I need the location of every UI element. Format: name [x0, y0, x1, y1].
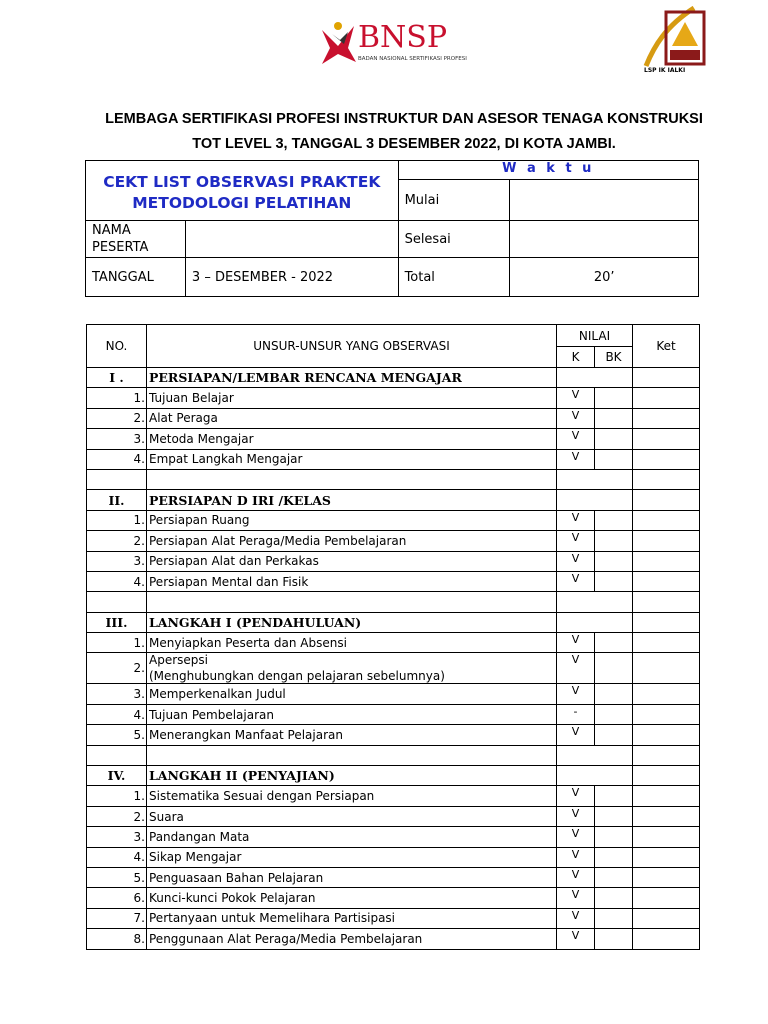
table-row [87, 704, 700, 724]
header-line-2: TOT LEVEL 3, TANGGAL 3 DESEMBER 2022, DI KOTA JAMBI. [192, 136, 616, 152]
item-label: Menerangkan Manfaat Pelajaran [149, 727, 343, 742]
item-ket-value[interactable] [633, 653, 700, 684]
item-number: 3. [87, 551, 147, 571]
spacer-cell [147, 592, 557, 612]
item-text [147, 827, 557, 847]
item-bk-value[interactable] [595, 633, 633, 653]
item-bk-value[interactable] [595, 888, 633, 908]
item-number: 2. [87, 408, 147, 428]
spacer-row [87, 469, 700, 489]
item-label: Tujuan Belajar [149, 391, 234, 406]
item-bk-value[interactable] [595, 449, 633, 469]
item-ket-value[interactable] [633, 908, 700, 928]
item-k-value[interactable]: V [557, 725, 595, 745]
table-row [87, 633, 700, 653]
item-number: 2. [87, 531, 147, 551]
table-row [87, 551, 700, 571]
item-ket-value[interactable] [633, 449, 700, 469]
item-number: 2. [87, 653, 147, 684]
item-label: Persiapan Alat Peraga/Media Pembelajaran [149, 533, 407, 548]
item-k-value[interactable]: V [557, 684, 595, 704]
item-label: Persiapan Alat dan Perkakas [149, 554, 319, 569]
item-bk-value[interactable] [595, 704, 633, 724]
item-ket-value[interactable] [633, 806, 700, 826]
item-number: 5. [87, 867, 147, 887]
section-row [87, 368, 700, 388]
table-row [87, 786, 700, 806]
spacer-cell [87, 592, 147, 612]
item-bk-value[interactable] [595, 725, 633, 745]
item-bk-value[interactable] [595, 786, 633, 806]
item-bk-value[interactable] [595, 908, 633, 928]
total-label: Total [398, 258, 510, 297]
item-k-value[interactable]: V [557, 847, 595, 867]
table-row [87, 510, 700, 530]
section-title: LANGKAH I (PENDAHULUAN) [147, 612, 557, 632]
item-number: 6. [87, 888, 147, 908]
item-label: Kunci-kunci Pokok Pelajaran [149, 891, 316, 906]
item-text [147, 704, 557, 724]
checklist-table [86, 324, 700, 950]
table-row [87, 571, 700, 591]
spacer-cell [633, 745, 700, 765]
lsp-logo [636, 6, 708, 76]
item-ket-value[interactable] [633, 847, 700, 867]
bnsp-wordmark: BNSP [358, 20, 448, 55]
item-bk-value[interactable] [595, 429, 633, 449]
table-row [87, 388, 700, 408]
item-number: 4. [87, 704, 147, 724]
section-ket-blank [633, 612, 700, 632]
item-number: 1. [87, 510, 147, 530]
item-number: 1. [87, 633, 147, 653]
item-text [147, 847, 557, 867]
item-text [147, 388, 557, 408]
item-label: Empat Langkah Mengajar [149, 452, 303, 467]
item-text [147, 929, 557, 949]
item-k-value[interactable]: V [557, 429, 595, 449]
item-text [147, 510, 557, 530]
item-label: Memperkenalkan Judul [149, 687, 286, 702]
table-row [87, 429, 700, 449]
spacer-cell [633, 592, 700, 612]
col-no-header: NO. [87, 325, 147, 368]
spacer-row [87, 745, 700, 765]
spacer-cell [557, 592, 633, 612]
form-title-line-2: METODOLOGI PELATIHAN [132, 193, 352, 212]
item-ket-value[interactable] [633, 888, 700, 908]
item-text [147, 725, 557, 745]
total-value: 20’ [510, 258, 699, 297]
checklist-body [87, 368, 700, 950]
selesai-value[interactable] [510, 221, 699, 258]
item-ket-value[interactable] [633, 388, 700, 408]
section-number: II. [87, 490, 147, 510]
nama-value[interactable] [185, 221, 398, 258]
section-number: IV. [87, 766, 147, 786]
item-bk-value[interactable] [595, 827, 633, 847]
item-label: Sikap Mengajar [149, 850, 242, 865]
item-number: 4. [87, 847, 147, 867]
item-k-value[interactable]: V [557, 633, 595, 653]
item-number: 4. [87, 449, 147, 469]
section-ket-blank [633, 368, 700, 388]
item-k-value[interactable]: V [557, 867, 595, 887]
lsp-label: LSP IK IALKI [644, 67, 686, 74]
item-ket-value[interactable] [633, 633, 700, 653]
item-text [147, 551, 557, 571]
item-k-value[interactable]: V [557, 888, 595, 908]
mulai-label: Mulai [398, 180, 510, 221]
table-row [87, 725, 700, 745]
tanggal-label: TANGGAL [86, 258, 186, 297]
item-label: Apersepsi [149, 653, 208, 668]
item-ket-value[interactable] [633, 929, 700, 949]
form-title [86, 161, 399, 221]
item-bk-value[interactable] [595, 867, 633, 887]
item-text [147, 633, 557, 653]
section-number: I . [87, 368, 147, 388]
item-label-note: (Menghubungkan dengan pelajaran sebelumnya) [149, 669, 445, 684]
col-bk-header: BK [595, 347, 633, 368]
item-number: 7. [87, 908, 147, 928]
section-title: PERSIAPAN/LEMBAR RENCANA MENGAJAR [147, 368, 557, 388]
item-k-value[interactable]: V [557, 531, 595, 551]
item-ket-value[interactable] [633, 429, 700, 449]
col-ket-header: Ket [633, 325, 700, 368]
item-bk-value[interactable] [595, 847, 633, 867]
item-k-value[interactable]: V [557, 827, 595, 847]
item-number: 5. [87, 725, 147, 745]
item-label: Persiapan Mental dan Fisik [149, 574, 309, 589]
item-bk-value[interactable] [595, 408, 633, 428]
item-k-value[interactable]: V [557, 571, 595, 591]
section-row [87, 766, 700, 786]
item-bk-value[interactable] [595, 388, 633, 408]
table-row [87, 827, 700, 847]
table-row [87, 684, 700, 704]
table-row [87, 908, 700, 928]
section-row [87, 612, 700, 632]
table-row [87, 847, 700, 867]
item-number: 4. [87, 571, 147, 591]
lsp-emblem-icon [636, 6, 708, 68]
item-ket-value[interactable] [633, 510, 700, 530]
spacer-cell [147, 469, 557, 489]
mulai-value[interactable] [510, 180, 699, 221]
spacer-cell [87, 469, 147, 489]
item-label: Tujuan Pembelajaran [149, 707, 274, 722]
item-k-value[interactable]: V [557, 786, 595, 806]
item-number: 1. [87, 388, 147, 408]
item-k-value[interactable]: V [557, 551, 595, 571]
section-title: PERSIAPAN D IRI /KELAS [147, 490, 557, 510]
item-label: Suara [149, 809, 184, 824]
item-ket-value[interactable] [633, 827, 700, 847]
item-label: Menyiapkan Peserta dan Absensi [149, 635, 347, 650]
item-bk-value[interactable] [595, 684, 633, 704]
waktu-header: W a k t u [398, 161, 698, 180]
item-bk-value[interactable] [595, 806, 633, 826]
col-k-header: K [557, 347, 595, 368]
item-ket-value[interactable] [633, 684, 700, 704]
table-row [87, 408, 700, 428]
item-label: Alat Peraga [149, 411, 218, 426]
item-text [147, 449, 557, 469]
item-ket-value[interactable] [633, 531, 700, 551]
table-row [87, 449, 700, 469]
item-label: Metoda Mengajar [149, 431, 254, 446]
info-table [85, 160, 699, 297]
item-k-value[interactable]: V [557, 449, 595, 469]
item-bk-value[interactable] [595, 929, 633, 949]
item-bk-value[interactable] [595, 531, 633, 551]
section-row [87, 490, 700, 510]
item-k-value[interactable]: V [557, 806, 595, 826]
table-row [87, 867, 700, 887]
item-ket-value[interactable] [633, 867, 700, 887]
nama-label: NAMA PESERTA [86, 221, 186, 258]
item-label: Pandangan Mata [149, 829, 250, 844]
header-line-1: LEMBAGA SERTIFIKASI PROFESI INSTRUKTUR DAN ASESOR TENAGA KONSTRUKSI [105, 111, 703, 127]
item-k-value[interactable]: - [557, 704, 595, 724]
item-text [147, 653, 557, 684]
bnsp-subtitle: BADAN NASIONAL SERTIFIKASI PROFESI [358, 56, 467, 62]
item-label: Persiapan Ruang [149, 513, 250, 528]
item-ket-value[interactable] [633, 551, 700, 571]
item-number: 3. [87, 827, 147, 847]
item-k-value[interactable]: V [557, 388, 595, 408]
spacer-cell [147, 745, 557, 765]
section-value-blank [557, 368, 633, 388]
item-k-value[interactable]: V [557, 908, 595, 928]
table-row [87, 806, 700, 826]
form-title-line-1: CEKT LIST OBSERVASI PRAKTEK [103, 172, 381, 191]
item-number: 1. [87, 786, 147, 806]
section-title: LANGKAH II (PENYAJIAN) [147, 766, 557, 786]
item-text [147, 908, 557, 928]
spacer-row [87, 592, 700, 612]
item-ket-value[interactable] [633, 786, 700, 806]
section-value-blank [557, 612, 633, 632]
item-text [147, 408, 557, 428]
item-label: Pertanyaan untuk Memelihara Partisipasi [149, 911, 396, 926]
section-ket-blank [633, 766, 700, 786]
item-text [147, 531, 557, 551]
bnsp-emblem-icon [318, 18, 358, 68]
item-ket-value[interactable] [633, 408, 700, 428]
item-text [147, 429, 557, 449]
section-value-blank [557, 490, 633, 510]
tanggal-value: 3 – DESEMBER - 2022 [185, 258, 398, 297]
item-k-value[interactable]: V [557, 408, 595, 428]
col-nilai-header: NILAI [557, 325, 633, 347]
item-text [147, 806, 557, 826]
item-k-value[interactable]: V [557, 510, 595, 530]
item-number: 3. [87, 684, 147, 704]
item-bk-value[interactable] [595, 653, 633, 684]
item-text [147, 867, 557, 887]
item-ket-value[interactable] [633, 725, 700, 745]
item-text [147, 786, 557, 806]
item-label: Sistematika Sesuai dengan Persiapan [149, 789, 375, 804]
item-number: 3. [87, 429, 147, 449]
spacer-cell [557, 469, 633, 489]
item-ket-value[interactable] [633, 704, 700, 724]
item-bk-value[interactable] [595, 551, 633, 571]
item-k-value[interactable]: V [557, 653, 595, 684]
item-ket-value[interactable] [633, 571, 700, 591]
spacer-cell [633, 469, 700, 489]
spacer-cell [557, 745, 633, 765]
bnsp-logo [318, 18, 467, 70]
item-bk-value[interactable] [595, 510, 633, 530]
section-ket-blank [633, 490, 700, 510]
item-text [147, 571, 557, 591]
item-number: 2. [87, 806, 147, 826]
selesai-label: Selesai [398, 221, 510, 258]
table-row [87, 653, 700, 684]
section-number: III. [87, 612, 147, 632]
spacer-cell [87, 745, 147, 765]
table-row [87, 888, 700, 908]
item-text [147, 684, 557, 704]
item-text [147, 888, 557, 908]
item-bk-value[interactable] [595, 571, 633, 591]
item-number: 8. [87, 929, 147, 949]
item-label: Penggunaan Alat Peraga/Media Pembelajaran [149, 931, 423, 946]
table-row [87, 929, 700, 949]
table-row [87, 531, 700, 551]
item-label: Penguasaan Bahan Pelajaran [149, 870, 324, 885]
item-k-value[interactable]: V [557, 929, 595, 949]
section-value-blank [557, 766, 633, 786]
col-unsur-header: UNSUR-UNSUR YANG OBSERVASI [147, 325, 557, 368]
